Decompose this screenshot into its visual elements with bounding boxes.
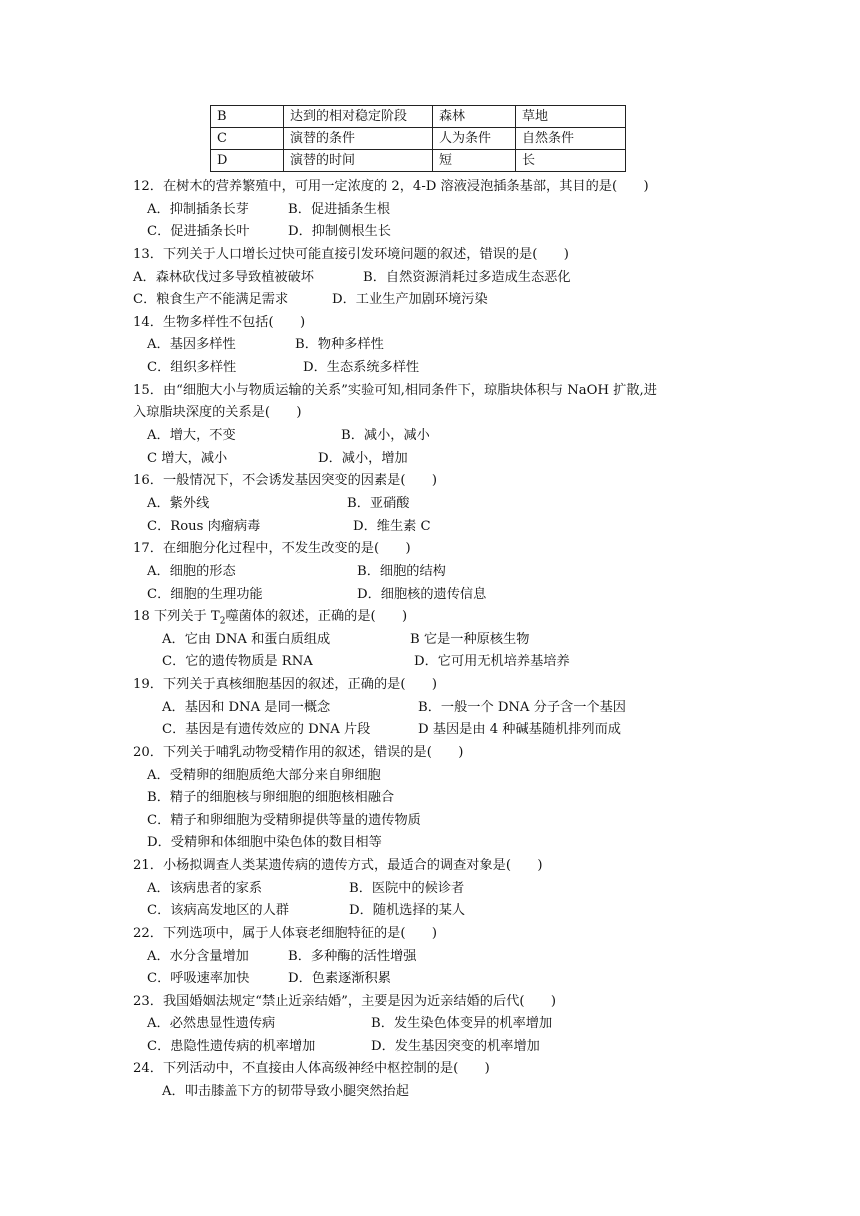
table-row: [211, 150, 626, 172]
option-d: D．发生基因突变的机率增加: [371, 1039, 540, 1054]
option-c: C．它的遗传物质是 RNA: [162, 654, 313, 669]
option-c: C．Rous 肉瘤病毒: [147, 519, 261, 534]
option-b: B．精子的细胞核与卵细胞的细胞核相融合: [147, 790, 395, 805]
option-b: B 它是一种原核生物: [410, 632, 530, 647]
option-b: B．物种多样性: [295, 337, 384, 352]
question-20-stem: 20．下列关于哺乳动物受精作用的叙述，错误的是( ): [133, 745, 464, 760]
table-cell: 达到的相对稳定阶段: [284, 106, 433, 128]
table-cell: 草地: [516, 106, 626, 128]
option-a: A．基因和 DNA 是同一概念: [162, 700, 331, 715]
option-a: A．基因多样性: [147, 337, 236, 352]
stem-text: 18 下列关于 T: [133, 609, 220, 624]
option-c: C．精子和卵细胞为受精卵提供等量的遗传物质: [147, 813, 421, 828]
option-c: C．呼吸速率加快: [147, 971, 250, 986]
option-a: A．它由 DNA 和蛋白质组成: [162, 632, 331, 647]
comparison-table: [210, 105, 626, 172]
table-cell: D: [211, 150, 284, 172]
question-14-stem: 14．生物多样性不包括( ): [133, 315, 306, 330]
option-c: C．患隐性遗传病的机率增加: [147, 1039, 316, 1054]
question-22-stem: 22．下列选项中，属于人体衰老细胞特征的是( ): [133, 926, 438, 941]
option-a: A．水分含量增加: [147, 949, 249, 964]
option-d: D．工业生产加剧环境污染: [332, 292, 488, 307]
option-d: D．它可用无机培养基培养: [414, 654, 570, 669]
option-c: C 增大，减小: [147, 451, 228, 466]
option-c: C．组织多样性: [147, 360, 237, 375]
option-d: D 基因是由 4 种碱基随机排列而成: [418, 722, 621, 737]
question-15-stem: 15．由“细胞大小与物质运输的关系”实验可知,相同条件下，琼脂块体积与 NaOH 扩散,进: [133, 383, 657, 398]
question-17-stem: 17．在细胞分化过程中，不发生改变的是( ): [133, 541, 411, 556]
option-a: A．紫外线: [147, 496, 210, 511]
question-19-stem: 19．下列关于真核细胞基因的叙述，正确的是( ): [133, 677, 438, 692]
table-row: [211, 106, 626, 128]
option-c: C．促进插条长叶: [147, 224, 250, 239]
option-d: D．抑制侧根生长: [288, 224, 391, 239]
question-18-stem: [133, 607, 407, 632]
option-b: B．促进插条生根: [288, 202, 391, 217]
option-d: D．生态系统多样性: [303, 360, 420, 375]
table-cell: 自然条件: [516, 128, 626, 150]
option-a: A．细胞的形态: [147, 564, 236, 579]
option-d: D．减小，增加: [318, 451, 408, 466]
option-c: C．基因是有遗传效应的 DNA 片段: [162, 722, 371, 737]
option-b: B．一般一个 DNA 分子含一个基因: [418, 700, 626, 715]
question-24-stem: 24．下列活动中，不直接由人体高级神经中枢控制的是( ): [133, 1061, 490, 1076]
option-d: D．色素逐渐积累: [288, 971, 391, 986]
question-12-stem: 12．在树木的营养繁殖中，可用一定浓度的 2，4-D 溶液浸泡插条基部，其目的是( ): [133, 179, 649, 194]
option-b: B．医院中的候诊者: [349, 881, 465, 896]
question-13-stem: 13．下列关于人口增长过快可能直接引发环境问题的叙述，错误的是( ): [133, 247, 569, 262]
stem-text: 噬菌体的叙述，正确的是( ): [225, 609, 408, 624]
option-c: C．细胞的生理功能: [147, 587, 263, 602]
option-a: A．抑制插条长芽: [147, 202, 249, 217]
question-21-stem: 21．小杨拟调查人类某遗传病的遗传方式，最适合的调查对象是( ): [133, 858, 543, 873]
option-d: D．维生素 C: [353, 519, 431, 534]
question-15-stem-continued: 入琼脂块深度的关系是( ): [133, 405, 302, 420]
table-cell: B: [211, 106, 284, 128]
option-c: C．该病高发地区的人群: [147, 903, 289, 918]
option-c: C．粮食生产不能满足需求: [133, 292, 289, 307]
option-b: B．细胞的结构: [357, 564, 446, 579]
option-d: D．随机选择的某人: [349, 903, 466, 918]
option-a: A．森林砍伐过多导致植被破坏: [133, 270, 314, 285]
table-cell: 人为条件: [433, 128, 516, 150]
option-b: B．减小，减小: [341, 428, 430, 443]
table-cell: C: [211, 128, 284, 150]
option-a: A．该病患者的家系: [147, 881, 263, 896]
subscript: 2: [219, 616, 226, 627]
option-a: A．叩击膝盖下方的韧带导致小腿突然抬起: [162, 1084, 409, 1099]
table-cell: 长: [516, 150, 626, 172]
option-a: A．受精卵的细胞质绝大部分来自卵细胞: [147, 768, 381, 783]
table-cell: 演替的条件: [284, 128, 433, 150]
option-a: A．必然患显性遗传病: [147, 1016, 276, 1031]
question-16-stem: 16．一般情况下，不会诱发基因突变的因素是( ): [133, 473, 438, 488]
table-row: [211, 128, 626, 150]
table-cell: 演替的时间: [284, 150, 433, 172]
option-b: B．发生染色体变异的机率增加: [371, 1016, 553, 1031]
option-a: A．增大，不变: [147, 428, 236, 443]
option-d: D．受精卵和体细胞中染色体的数目相等: [147, 835, 382, 850]
table-cell: 森林: [433, 106, 516, 128]
option-b: B．自然资源消耗过多造成生态恶化: [363, 270, 571, 285]
option-b: B．多种酶的活性增强: [288, 949, 417, 964]
table-cell: 短: [433, 150, 516, 172]
option-d: D．细胞核的遗传信息: [357, 587, 487, 602]
option-b: B．亚硝酸: [347, 496, 410, 511]
question-23-stem: 23．我国婚姻法规定“禁止近亲结婚”，主要是因为近亲结婚的后代( ): [133, 994, 556, 1009]
